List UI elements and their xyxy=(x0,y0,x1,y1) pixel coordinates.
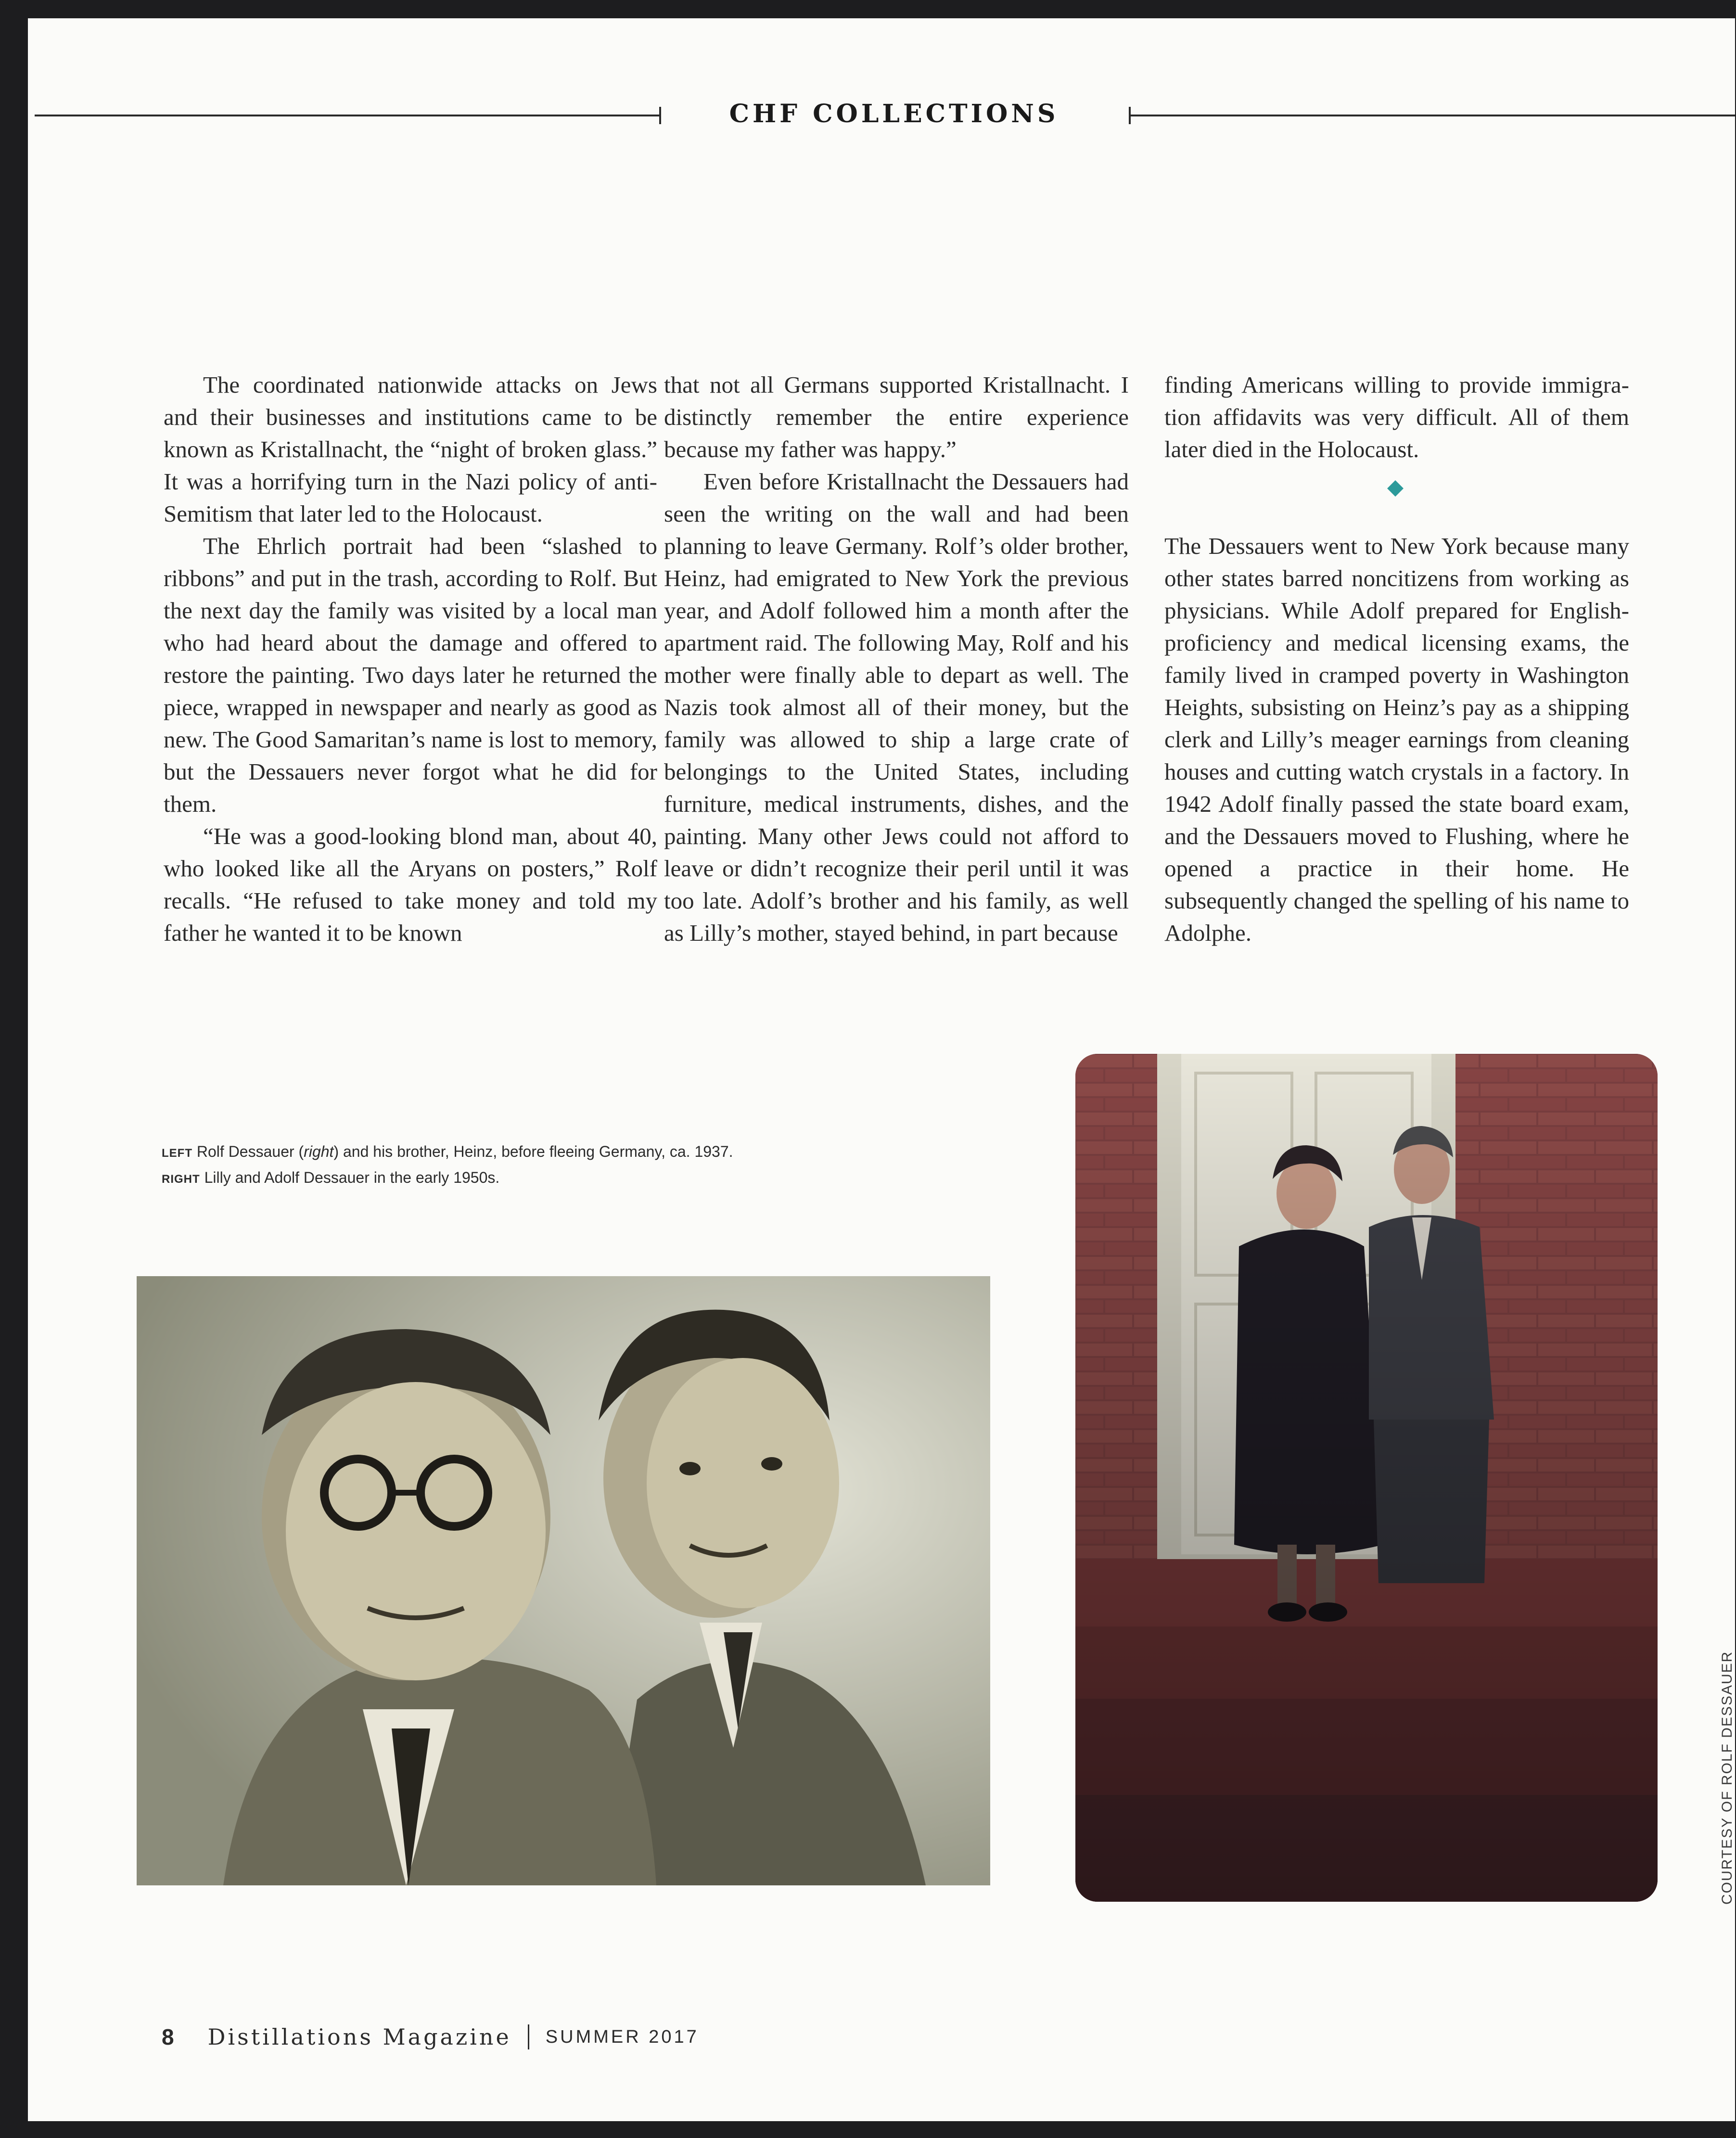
caption-label-left: LEFT xyxy=(162,1147,192,1160)
caption-italic: right xyxy=(304,1143,334,1160)
header-tick-left xyxy=(659,107,661,124)
text-column-2 xyxy=(664,369,1129,949)
paragraph: finding Americans willing to provide immigration affidavits was very difficult. All of them later died in the Holocaust. xyxy=(1164,371,1629,462)
paragraph: The Dessauers went to New York because many other states barred noncitizens from working as physicians. While Adolf prepared for English-proficiency and medical licensing exams, the family lived in cramped poverty in Washington Heights, subsisting on Heinz’s pay as a shipping clerk and Lilly’s meager earnings from cleaning houses and cutting watch crystals in a factory. In 1942 Adolf finally passed the state board exam, and the Dessauers moved to Flushing, where he opened a practice in their home. He subsequently changed the spelling of his name to Adolphe. xyxy=(1164,533,1629,946)
section-divider xyxy=(1164,465,1629,530)
page-number: 8 xyxy=(162,2024,174,2049)
footer-separator xyxy=(528,2024,529,2049)
paragraph: “He was a good-looking blond man, about 40, who looked like all the Aryans on posters,” Rolf recalls. “He refused to take money and told my father he wanted it to be known xyxy=(164,823,657,946)
text-column-3 xyxy=(1164,369,1629,949)
issue-date: SUMMER 2017 xyxy=(545,2026,699,2047)
magazine-name: Distillations Magazine xyxy=(207,2024,511,2050)
caption-text: Lilly and Adolf Dessauer in the early 1950s. xyxy=(204,1169,500,1186)
photo-credit: COURTESY OF ROLF DESSAUER xyxy=(1719,1651,1735,1905)
caption-text: Rolf Dessauer ( xyxy=(196,1143,304,1160)
paragraph: The Ehrlich portrait had been “slashed to ribbons” and put in the trash, according to Rolf. But the next day the family was visited by a local man who had heard about the damage and offered to restore the painting. Two days later he returned the piece, wrapped in newspaper and nearly as good as new. The Good Samaritan’s name is lost to memory, but the Dessauers never forgot what he did for them. xyxy=(164,533,657,817)
diamond-divider-icon xyxy=(1387,480,1404,497)
paragraph: Even before Kristallnacht the Dessauers had seen the writing on the wall and had been planning to leave Germany. Rolf’s older brother, Heinz, had emigrated to New York the previous year, and Adolf followed him a month after the apartment raid. The following May, Rolf and his mother were finally able to depart as well. The Nazis took almost all of their money, but the family was allowed to ship a large crate of belongings to the United States, including furniture, medical instruments, dishes, and the painting. Many other Jews could not afford to leave or didn’t recognize their peril until it was too late. Adolf’s brother and his family, as well as Lilly’s mother, stayed behind, in part because xyxy=(664,468,1129,946)
header-rule-right xyxy=(1129,115,1735,116)
section-title: CHF COLLECTIONS xyxy=(729,99,1059,128)
page-footer xyxy=(162,2020,699,2054)
caption-text: ) and his brother, Heinz, before fleeing Germany, ca. 1937. xyxy=(333,1143,733,1160)
photo-captions xyxy=(162,1139,835,1191)
photo-rolf-and-heinz xyxy=(137,1276,990,1885)
header-rule-left xyxy=(35,115,660,116)
caption-right xyxy=(162,1165,835,1191)
photo-lilly-and-adolf xyxy=(1075,1054,1658,1902)
paragraph: that not all Germans supported Kristallnacht. I distinctly remember the entire experience because my father was happy.” xyxy=(664,371,1129,462)
caption-left xyxy=(162,1139,835,1165)
magazine-page xyxy=(28,18,1735,2121)
caption-label-right: RIGHT xyxy=(162,1173,200,1186)
text-column-1 xyxy=(164,369,657,949)
paragraph: The coordinated nationwide attacks on Jews and their businesses and institutions came to be known as Kristallnacht, the “night of broken glass.” It was a horrifying turn in the Nazi policy of anti-Semitism that later led to the Holocaust. xyxy=(164,371,657,527)
